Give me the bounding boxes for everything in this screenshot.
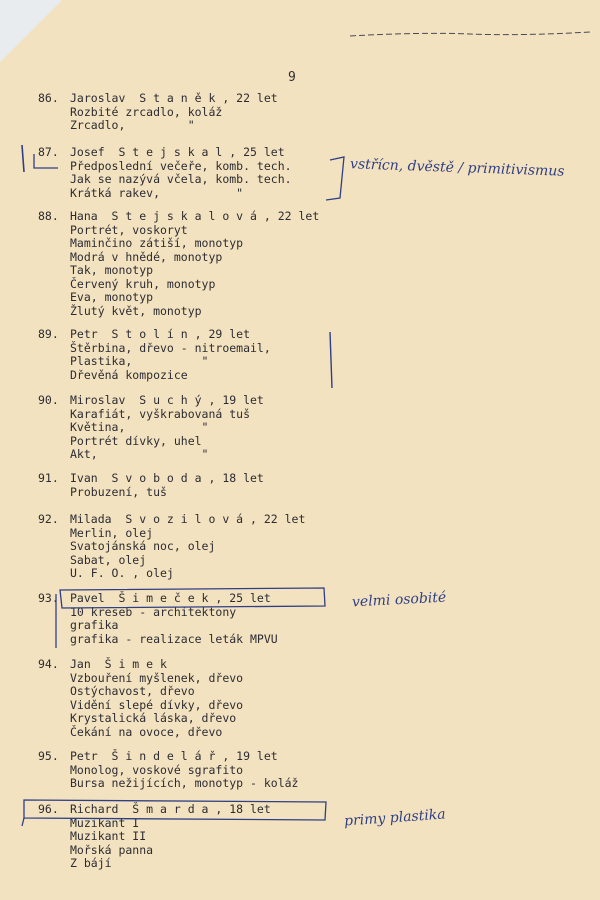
- artwork-line: Krátká rakev, ": [70, 185, 244, 200]
- artwork-line: Maminčino zátiší, monotyp: [70, 236, 244, 250]
- entry-87: [38, 146, 292, 200]
- entry-number: 95.: [38, 749, 59, 763]
- artwork-line: Čekání na ovoce, dřevo: [70, 724, 223, 739]
- entry-89-bar: [330, 332, 332, 388]
- artwork-line: Vidění slepé dívky, dřevo: [70, 697, 244, 712]
- entry-88: [38, 210, 319, 318]
- artwork-line: Dřevěná kompozice: [70, 367, 188, 382]
- artwork-line: Z bájí: [70, 856, 112, 870]
- artwork-line: 10 kreseb - architektony: [70, 604, 237, 619]
- entry-number: 86.: [38, 91, 59, 105]
- entry-number: 96.: [38, 802, 59, 816]
- entry-87-right-bracket: [326, 157, 344, 200]
- artwork-line: Rozbité zrcadlo, koláž: [70, 104, 223, 119]
- artwork-line: Bursa nežijících, monotyp - koláž: [70, 776, 299, 790]
- artwork-line: Portrét dívky, uhel: [70, 433, 202, 448]
- artist-name: Petr S t o l í n , 29 let: [70, 327, 251, 341]
- entry-92: [38, 513, 305, 581]
- artwork-line: Merlin, olej: [70, 525, 154, 540]
- artwork-line: Štěrbina, dřevo - nitroemail,: [70, 340, 271, 355]
- artwork-line: Vzbouření myšlenek, dřevo: [70, 670, 244, 685]
- artwork-line: Plastika, ": [70, 354, 209, 368]
- artwork-line: Jak se nazývá včela, komb. tech.: [70, 172, 292, 186]
- artist-name: Hana S t e j s k a l o v á , 22 let: [70, 209, 320, 223]
- artwork-line: Karafiát, vyškrabovaná tuš: [70, 406, 251, 421]
- entry-number: 93.: [38, 591, 59, 605]
- artwork-line: Ostýchavost, dřevo: [70, 684, 195, 698]
- entry-number: 89.: [38, 327, 59, 341]
- entry-87-left-mark: [22, 145, 24, 172]
- artwork-line: Eva, monotyp: [70, 290, 154, 304]
- artist-name: Josef S t e j s k a l , 25 let: [70, 145, 285, 159]
- artwork-line: Tak, monotyp: [70, 263, 154, 277]
- handnote-96: primy plastika: [343, 806, 447, 830]
- handnote-93: velmi osobité: [351, 589, 447, 611]
- artist-name: Richard Š m a r d a , 18 let: [70, 802, 271, 816]
- entry-95: [38, 750, 298, 791]
- entry-number: 92.: [38, 512, 59, 526]
- artist-name: Ivan S v o b o d a , 18 let: [70, 471, 264, 485]
- folded-corner: [0, 0, 62, 62]
- handnote-87: vstřícn, dvěstě / primitivismus: [349, 156, 565, 180]
- entry-89: [38, 328, 271, 382]
- entry-number: 91.: [38, 471, 59, 485]
- page-number: 9: [288, 70, 296, 85]
- artwork-line: Muzikant I: [70, 815, 140, 830]
- entry-93: [38, 592, 278, 646]
- artist-name: Miroslav S u c h ý , 19 let: [70, 393, 264, 407]
- artist-name: Jaroslav S t a n ě k , 22 let: [70, 91, 278, 105]
- artwork-line: Monolog, voskové sgrafito: [70, 762, 244, 777]
- artwork-line: Žlutý květ, monotyp: [70, 303, 202, 318]
- top-stroke: [350, 32, 590, 36]
- entry-number: 94.: [38, 657, 59, 671]
- artist-name: Milada S v o z i l o v á , 22 let: [70, 512, 306, 526]
- artwork-line: Předposlední večeře, komb. tech.: [70, 158, 292, 173]
- artwork-line: Akt, ": [70, 447, 209, 461]
- artwork-line: Zrcadlo, ": [70, 118, 195, 132]
- artist-name: Pavel Š i m e č e k , 25 let: [70, 591, 271, 605]
- artwork-line: Modrá v hnědé, monotyp: [70, 249, 223, 264]
- artist-name: Jan Š i m e k: [70, 657, 167, 671]
- entry-number: 88.: [38, 209, 59, 223]
- artwork-line: grafika - realizace leták MPVU: [70, 631, 278, 646]
- entry-96: [38, 803, 271, 871]
- entry-number: 87.: [38, 145, 59, 159]
- artwork-line: Krystalická láska, dřevo: [70, 711, 237, 725]
- entry-number: 90.: [38, 393, 59, 407]
- artwork-line: Muzikant II: [70, 829, 147, 843]
- artwork-line: Květina, ": [70, 420, 209, 434]
- entry-91: [38, 472, 264, 499]
- entry-90: [38, 394, 264, 462]
- artwork-line: Sabat, olej: [70, 552, 147, 567]
- artwork-line: Probuzení, tuš: [70, 484, 167, 499]
- artwork-line: Mořská panna: [70, 842, 154, 857]
- artwork-line: grafika: [70, 618, 119, 632]
- artwork-line: Červený kruh, monotyp: [70, 276, 216, 291]
- entry-94: [38, 658, 243, 739]
- entry-86: [38, 92, 278, 133]
- artwork-line: Portrét, voskoryt: [70, 222, 188, 237]
- artwork-line: U. F. O. , olej: [70, 566, 174, 580]
- artwork-line: Svatojánská noc, olej: [70, 539, 216, 553]
- artist-name: Petr Š i n d e l á ř , 19 let: [70, 749, 278, 763]
